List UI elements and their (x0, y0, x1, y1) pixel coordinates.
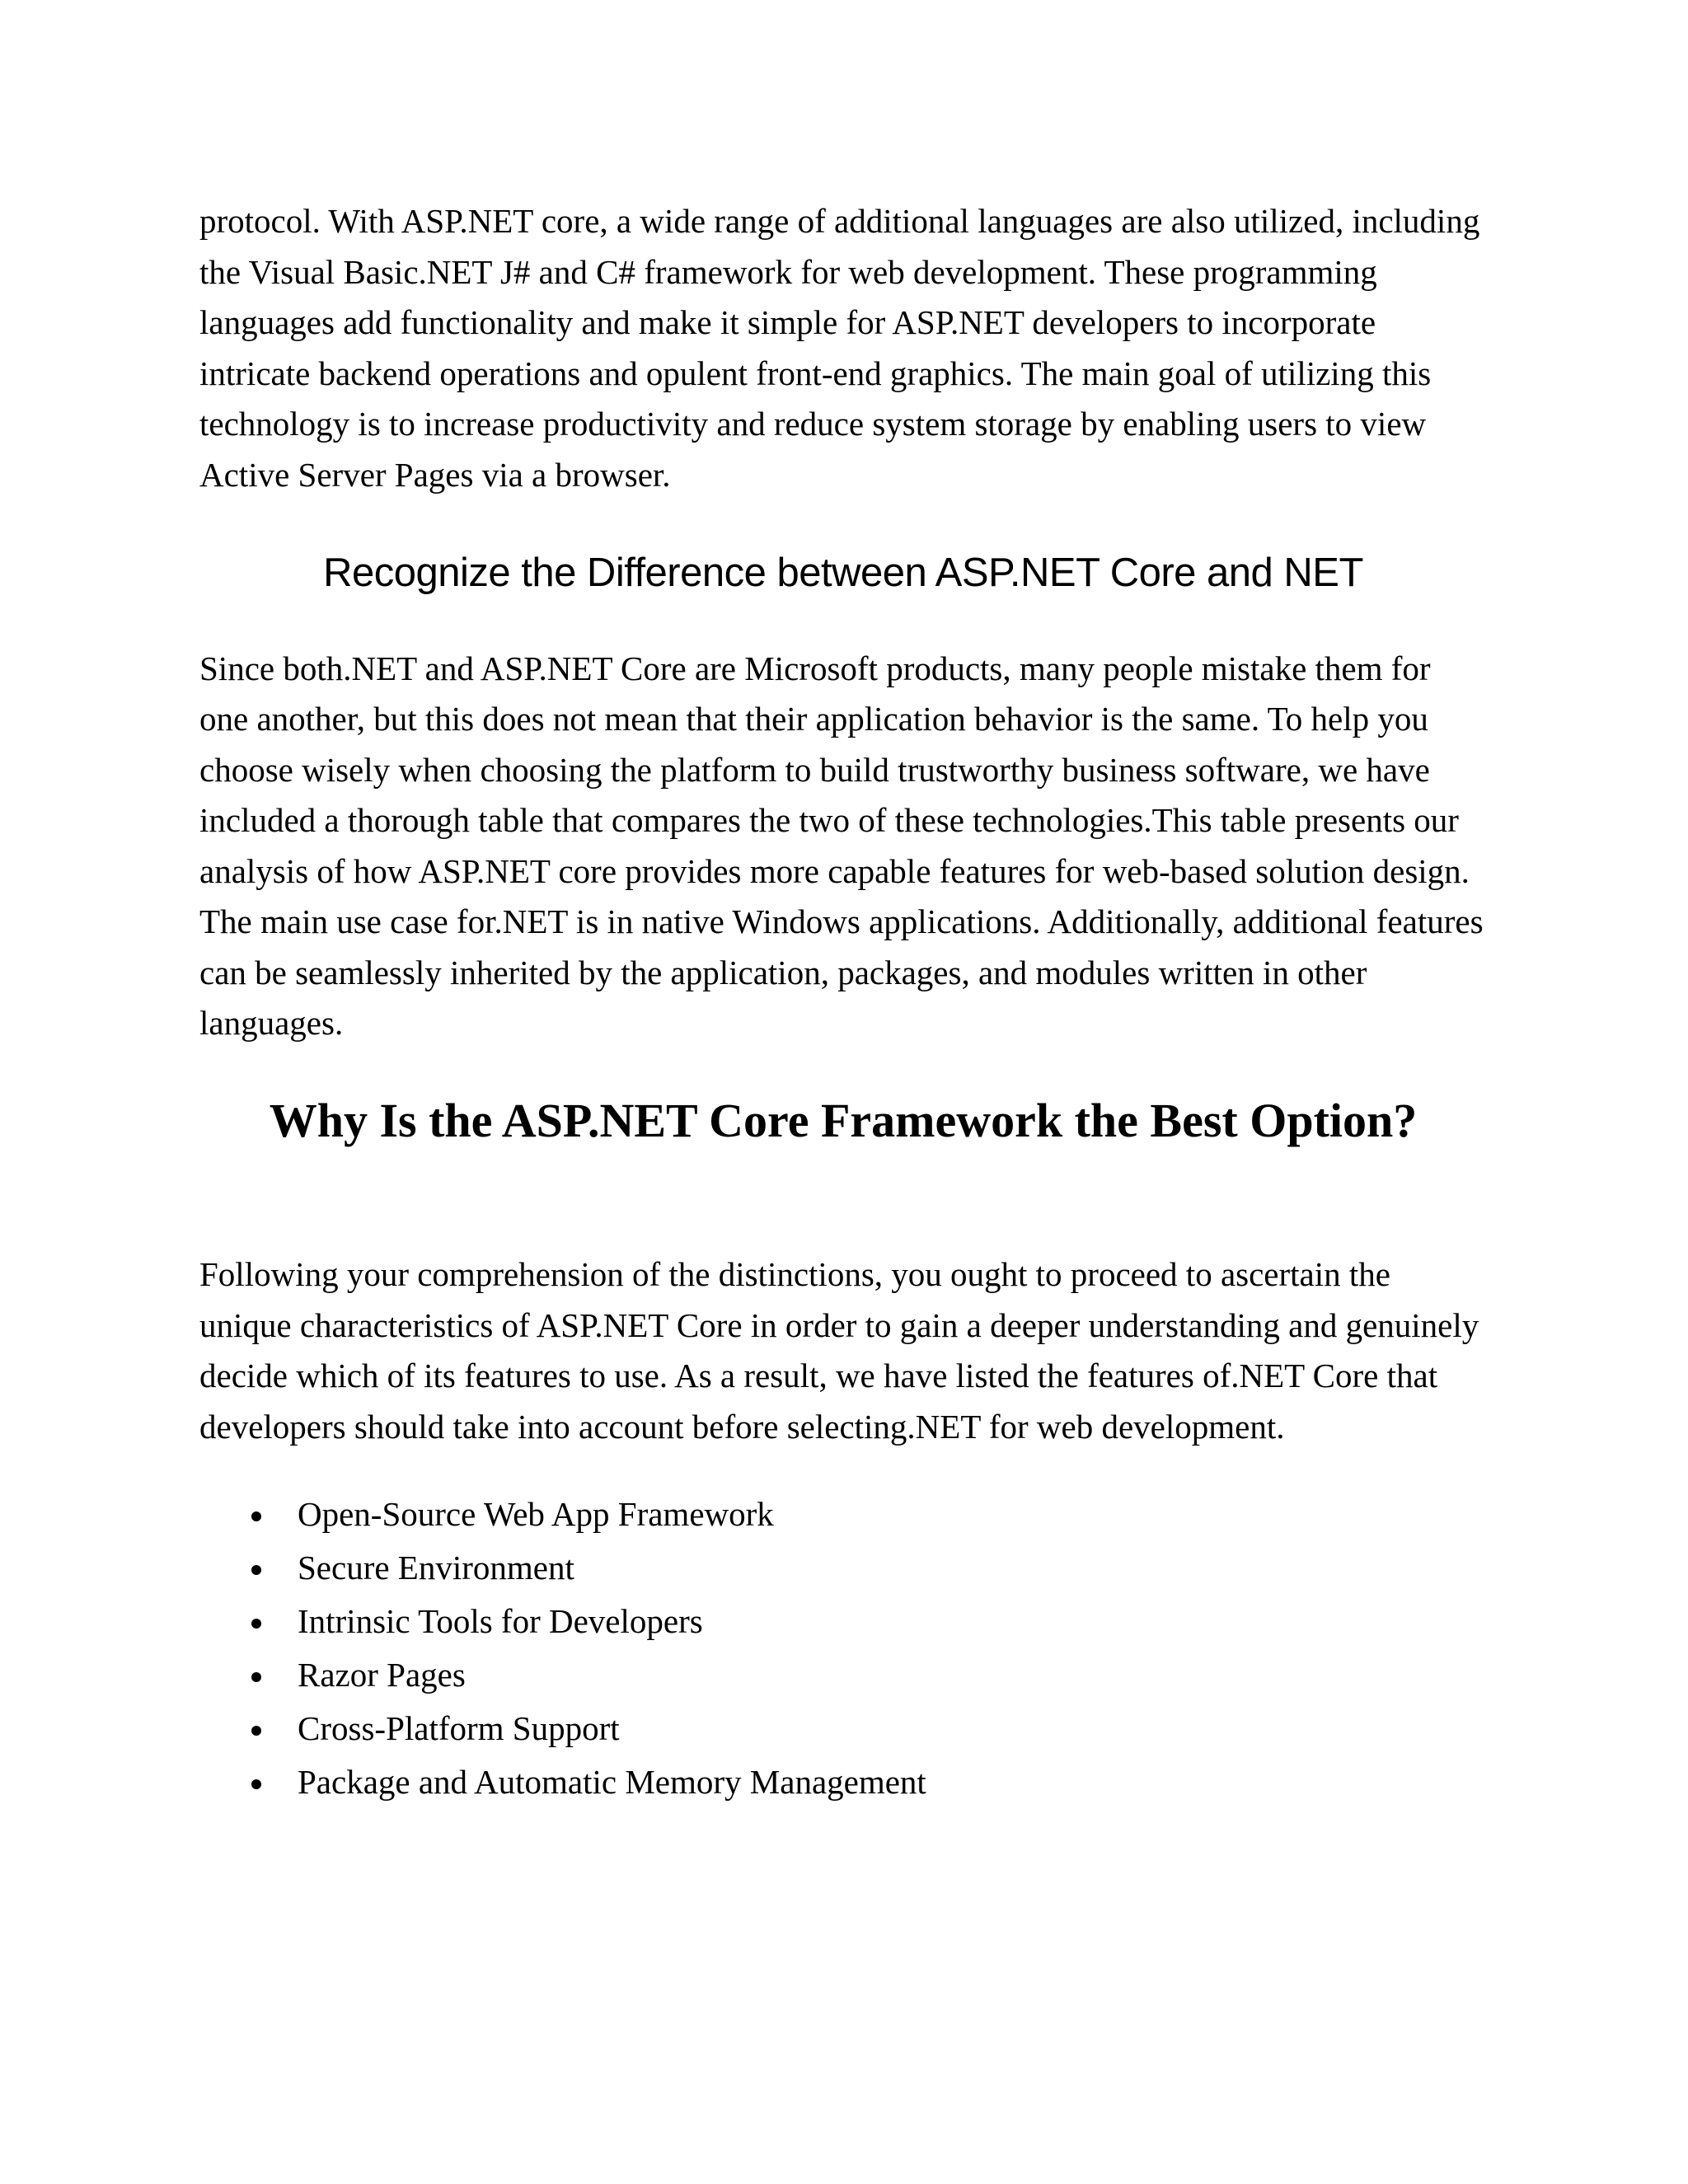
list-item-text: Razor Pages (298, 1656, 466, 1694)
bullet-icon (251, 1726, 261, 1736)
list-item (199, 1648, 1487, 1702)
list-item (199, 1755, 1487, 1809)
list-item (199, 1702, 1487, 1755)
list-item (199, 1541, 1487, 1595)
list-item-text: Secure Environment (298, 1549, 574, 1587)
bullet-icon (251, 1565, 261, 1575)
bullet-icon (251, 1779, 261, 1789)
list-item (199, 1488, 1487, 1541)
list-item-text: Intrinsic Tools for Developers (298, 1602, 703, 1641)
bullet-icon (251, 1619, 261, 1629)
section-heading-best-option: Why Is the ASP.NET Core Framework the Best Option? (269, 1093, 1418, 1147)
list-item-text: Open-Source Web App Framework (298, 1495, 774, 1534)
list-item-text: Cross-Platform Support (298, 1709, 620, 1748)
bullet-icon (251, 1672, 261, 1682)
section-heading-difference: Recognize the Difference between ASP.NET Core and NET (323, 551, 1363, 595)
bullet-icon (251, 1511, 261, 1521)
features-intro-paragraph: Following your comprehension of the distinctions, you ought to proceed to ascertain the unique characteristics of ASP.NET Core in order to gain a deeper understanding and genuinely decide which of its features to use. As a result, we have listed the features of.NET Core that developers should take into account before selecting.NET for web development. (199, 1255, 1479, 1446)
feature-list (199, 1488, 1487, 1809)
intro-paragraph: protocol. With ASP.NET core, a wide range of additional languages are also utilized, including the Visual Basic.NET J# and C# framework for web development. These programming languages add functionality and make it simple for ASP.NET developers to incorporate intricate backend operations and opulent front-end graphics. The main goal of utilizing this technology is to increase productivity and reduce system storage by enabling users to view Active Server Pages via a browser. (199, 202, 1480, 494)
difference-paragraph: Since both.NET and ASP.NET Core are Microsoft products, many people mistake them for one another, but this does not mean that their application behavior is the same. To help you choose wisely when choosing the platform to build trustworthy business software, we have included a thorough table that compares the two of these technologies.This table presents our analysis of how ASP.NET core provides more capable features for web-based solution design. The main use case for.NET is in native Windows applications. Additionally, additional features can be seamlessly inherited by the application, packages, and modules written in other languages. (199, 649, 1484, 1043)
list-item (199, 1595, 1487, 1648)
list-item-text: Package and Automatic Memory Management (298, 1763, 926, 1802)
